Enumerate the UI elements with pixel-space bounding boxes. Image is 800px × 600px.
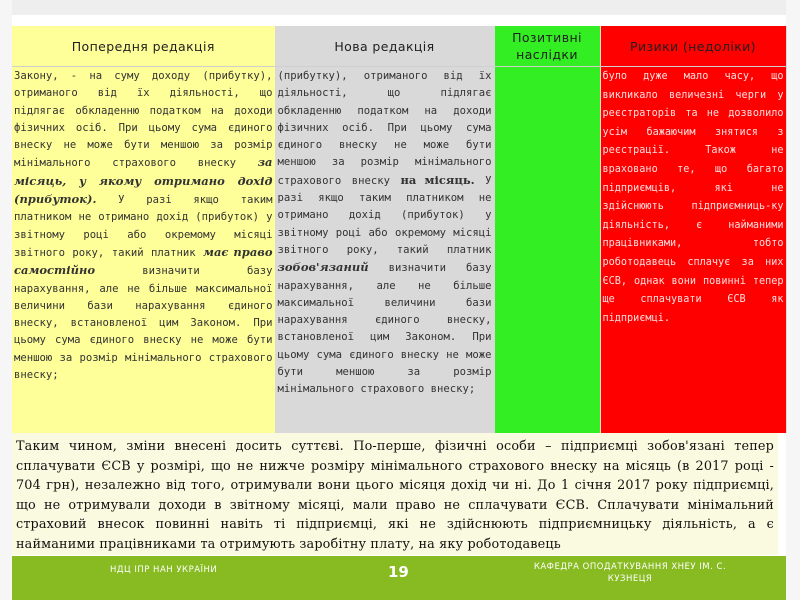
table-row xyxy=(12,67,786,434)
footer-left-org: НДЦ ІПР НАН УКРАЇНИ xyxy=(110,565,218,575)
header-previous-edition: Попередня редакція xyxy=(12,26,275,67)
header-positive-consequences: Позитивні наслідки xyxy=(494,26,600,67)
prev-emphasis-1: за місяць, у якому отримано дохід (прибуток). xyxy=(14,155,273,207)
prev-emphasis-2: має право самостійно xyxy=(14,244,273,278)
cell-new-edition xyxy=(275,67,494,434)
new-emphasis-1: на місяць. xyxy=(400,172,475,187)
prev-text-3: визначити базу нарахування, але не більше максимальної величини бази нарахування єдиного внеску, встановленої цим Законом. При цьому сума єдиного внеску не може бути меншою за розмір мінімального страхового внеску; xyxy=(14,265,273,382)
right-frame-strip xyxy=(786,0,800,600)
prev-text-2: У разі якщо таким платником не отримано дохід (прибуток) у звітному році або окремому місяці звітного року, такий платник xyxy=(14,194,273,259)
footer-right-dept: КАФЕДРА ОПОДАТКУВАННЯ ХНЕУ ІМ. С. КУЗНЕЦЯ xyxy=(533,562,727,584)
header-new-edition: Нова редакція xyxy=(275,26,494,67)
header-risks: Ризики (недоліки) xyxy=(600,26,786,67)
summary-text: Таким чином, зміни внесені досить суттєві. По-перше, фізичні особи – підприємці зобов'язані тепер сплачувати ЄСВ у розмірі, що не нижче розміру мінімального страхового внеску на місяць (в 2017 році - 704 грн), незалежно від того, отримували вони цього місяця дохід чи ні. До 1 січня 2017 року підприємці, що не отримували доходи в звітному місяці, мали право не сплачувати ЄСВ. Сплачувати мінімальний страховий внесок повинні навіть ті підприємці, які не здійснюють підприємницьку діяльність, а є найманими працівниками та отримують заробітну плату, на яку роботодавець xyxy=(16,439,774,552)
footer-bar xyxy=(12,556,786,600)
top-frame-strip xyxy=(0,0,800,15)
cell-risks: було дуже мало часу, що викликало величезні черги у реєстраторів та не дозволило усім бажаючим знятися з реєстрації. Також не враховано те, що багато підприємців, які не здійснюють підприємниць-ку діяльність, є найманими працівниками, тобто роботодавець сплачує за них ЄСВ, однак вони повинні тепер ще сплачувати ЄСВ як підприємці. xyxy=(600,67,786,434)
cell-positive-consequences xyxy=(494,67,600,434)
summary-box xyxy=(12,433,778,555)
new-text-2: У разі якщо таким платником не отримано дохід (прибуток) у звітному році або окремому місяці звітного року, такий платник xyxy=(277,174,492,256)
comparison-table xyxy=(12,26,787,433)
table-header-row xyxy=(12,26,786,67)
left-frame-strip xyxy=(0,0,12,600)
new-emphasis-2: зобов'язаний xyxy=(277,260,369,275)
cell-previous-edition xyxy=(12,67,275,434)
comparison-table-wrapper xyxy=(12,26,786,433)
new-text-1: (прибутку), отриманого від їх діяльності, що підлягає обкладенню податком на доходи фізичних осіб. При цьому сума єдиного внеску не може бути меншою за розмір мінімального страхового внеску xyxy=(277,70,492,187)
page-number: 19 xyxy=(388,563,409,581)
prev-text-1: Закону, - на суму доходу (прибутку), отриманого від їх діяльності, що підлягає обкладенню податком на доходи фізичних осіб. При цьому сума єдиного внеску не може бути меншою за розмір мінімального страхового внеску xyxy=(14,70,273,170)
new-text-3: визначити базу нарахування, але не більше максимальної величини бази нарахування єдиного внеску, встановленої цим Законом. При цьому сума єдиного внеску не може бути меншою за розмір мінімального страхового внеску; xyxy=(277,262,492,396)
